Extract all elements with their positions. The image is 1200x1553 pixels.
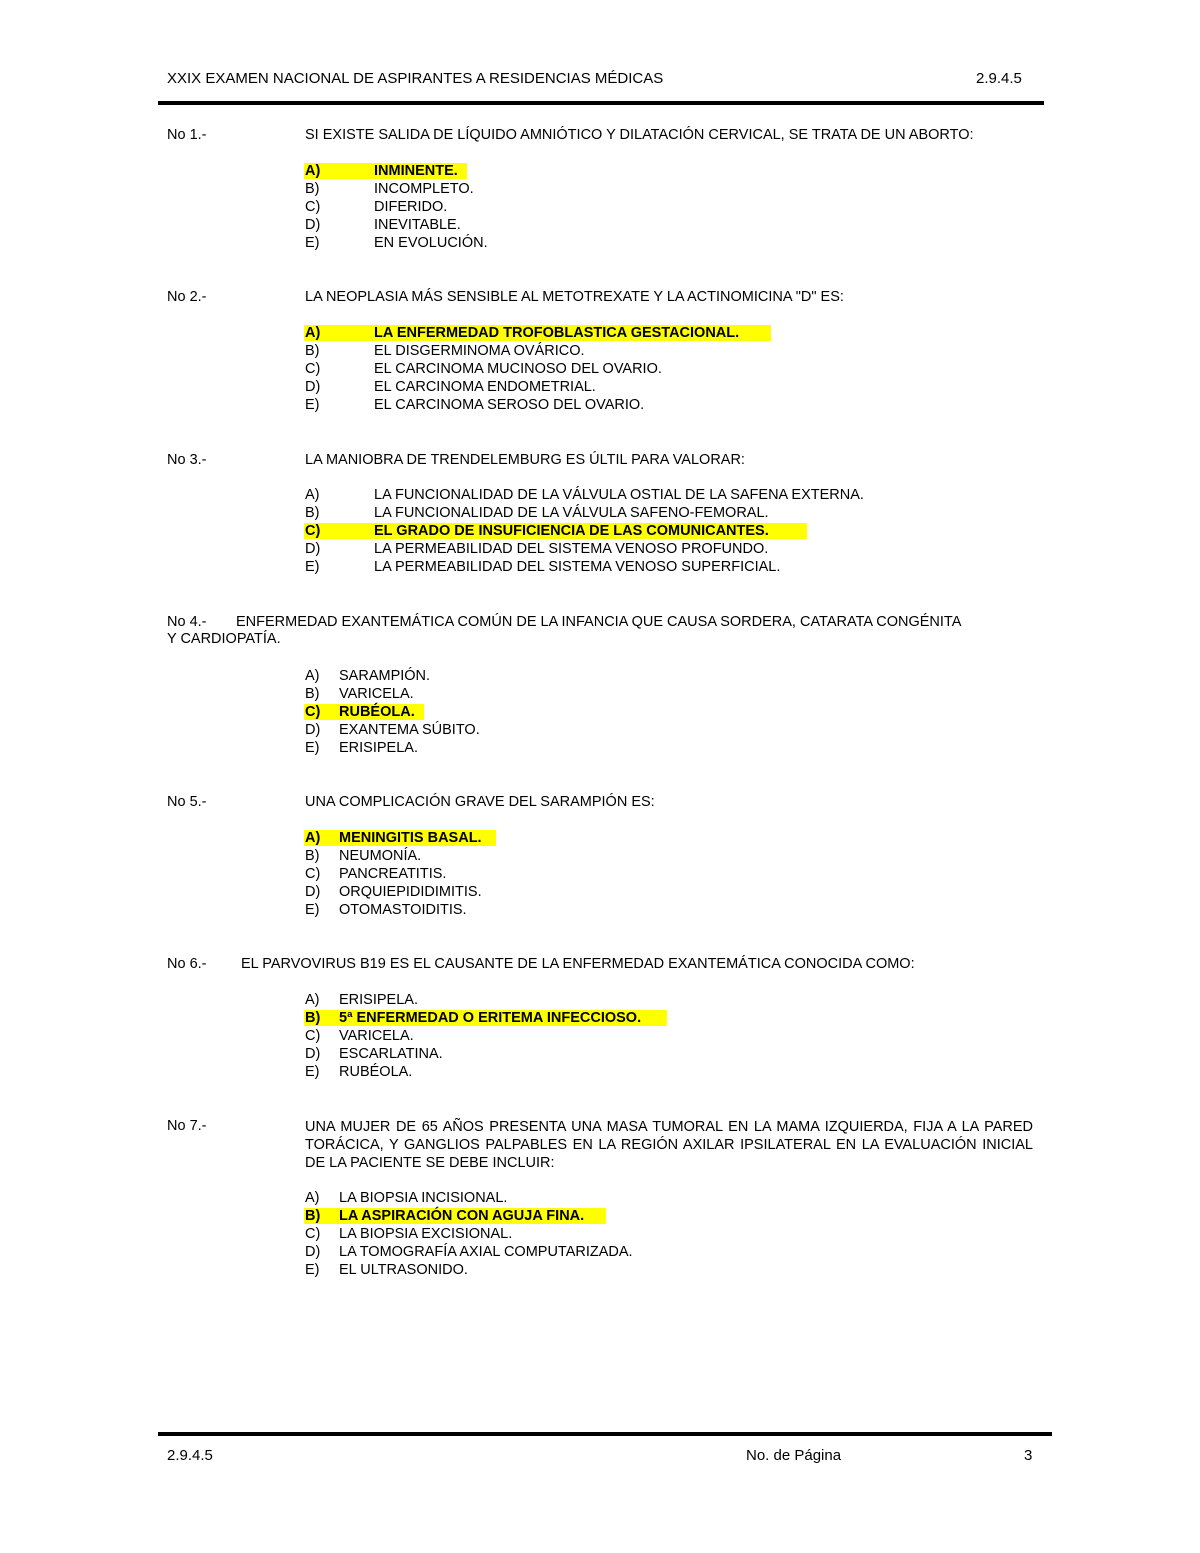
question-text: LA MANIOBRA DE TRENDELEMBURG ES ÚLTIL PARA VALORAR: bbox=[305, 452, 745, 468]
footer-rule bbox=[158, 1432, 1052, 1436]
question-text: UNA COMPLICACIÓN GRAVE DEL SARAMPIÓN ES: bbox=[305, 794, 655, 810]
question-text: UNA MUJER DE 65 AÑOS PRESENTA UNA MASA TUMORAL EN LA MAMA IZQUIERDA, FIJA A LA PARED TORÁCICA, Y GANGLIOS PALPABLES EN LA REGIÓN AXILAR IPSILATERAL EN LA EVALUACIÓN INICIAL DE LA PACIENTE SE DEBE INCLUIR: bbox=[305, 1119, 1033, 1171]
question-number: No 5.- bbox=[167, 794, 207, 810]
question-number: No 4.- bbox=[167, 614, 207, 630]
header-code: 2.9.4.5 bbox=[976, 70, 1022, 87]
question-text-line-1: ENFERMEDAD EXANTEMÁTICA COMÚN DE LA INFANCIA QUE CAUSA SORDERA, CATARATA CONGÉNITA bbox=[236, 614, 962, 630]
question-number: No 6.- bbox=[167, 956, 207, 972]
question-number: No 7.- bbox=[167, 1118, 207, 1134]
footer-page-number: 3 bbox=[1024, 1447, 1033, 1464]
question-text: SI EXISTE SALIDA DE LÍQUIDO AMNIÓTICO Y DILATACIÓN CERVICAL, SE TRATA DE UN ABORTO: bbox=[305, 127, 974, 143]
question-text: LA NEOPLASIA MÁS SENSIBLE AL METOTREXATE Y LA ACTINOMICINA "D" ES: bbox=[305, 289, 844, 305]
header-rule bbox=[158, 101, 1044, 105]
question-number: No 2.- bbox=[167, 289, 207, 305]
footer-code: 2.9.4.5 bbox=[167, 1447, 213, 1464]
question-text: EL PARVOVIRUS B19 ES EL CAUSANTE DE LA ENFERMEDAD EXANTEMÁTICA CONOCIDA COMO: bbox=[241, 956, 915, 972]
header-title: XXIX EXAMEN NACIONAL DE ASPIRANTES A RESIDENCIAS MÉDICAS bbox=[167, 70, 664, 87]
question-text-line-2: Y CARDIOPATÍA. bbox=[167, 631, 281, 647]
question-number: No 1.- bbox=[167, 127, 207, 143]
footer-page-label: No. de Página bbox=[746, 1447, 842, 1464]
question-number: No 3.- bbox=[167, 452, 207, 468]
